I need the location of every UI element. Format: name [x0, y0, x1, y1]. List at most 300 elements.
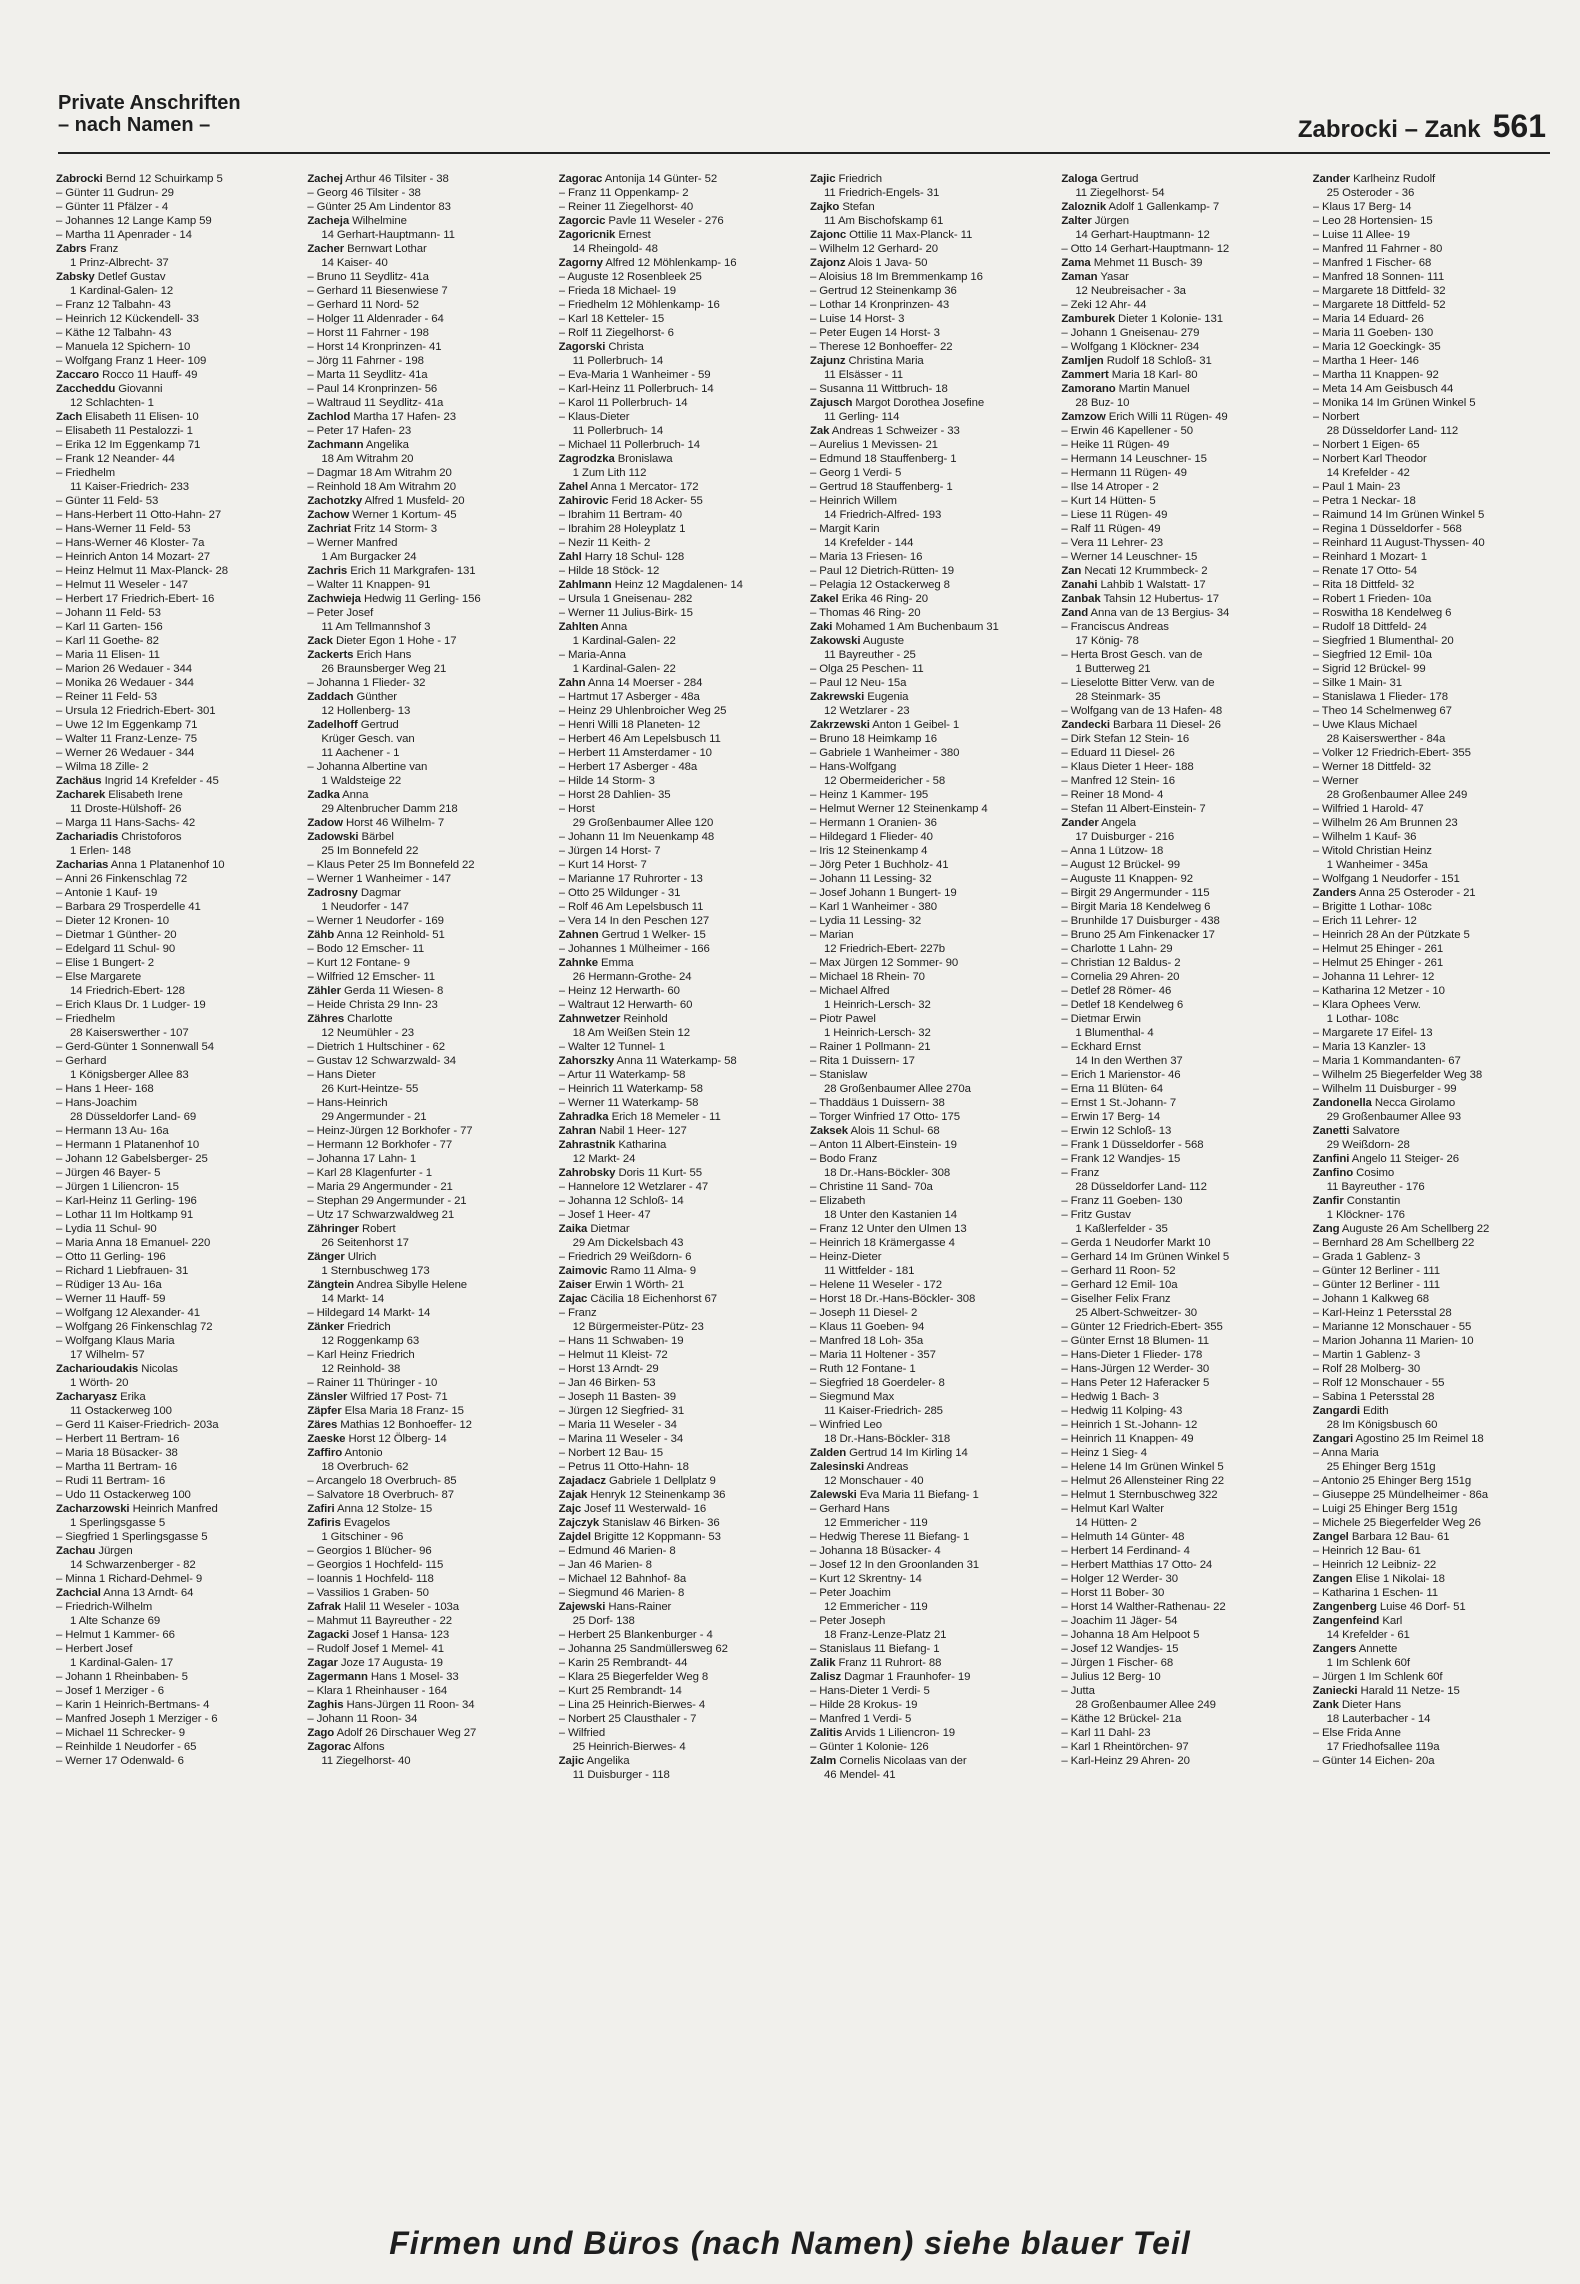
listing-entry: – Reiner 11 Feld- 53: [56, 691, 157, 703]
listing-entry: Zakrzewski Anton 1 Geibel- 1: [809, 719, 960, 731]
listing-entry: – Stephan 29 Angermunder - 21: [307, 1195, 467, 1207]
listing-entry: – Hans Peter 12 Haferacker 5: [1061, 1377, 1210, 1389]
listing-entry: – Reinhold 18 Am Witrahm 20: [307, 481, 456, 493]
listing-entry: – Monika 14 Im Grünen Winkel 5: [1312, 397, 1476, 409]
listing-entry: – Günter 14 Eichen- 20a: [1312, 1755, 1435, 1767]
listing-entry: Zanders Anna 25 Osteroder - 21: [1312, 887, 1476, 899]
listing-entry: – Günter 11 Feld- 53: [56, 495, 159, 507]
listing-entry: – Wolfgang 1 Klöckner- 234: [1061, 341, 1200, 353]
listing-entry: – Wilhelm 25 Biegerfelder Weg 38: [1312, 1069, 1483, 1081]
listing-entry: – Mahmut 11 Bayreuther - 22: [307, 1615, 452, 1627]
listing-entry: – Stanislaw: [809, 1069, 868, 1081]
listing-entry: – Frieda 18 Michael- 19: [558, 285, 677, 297]
listing-entry: 18 Am Witrahm 20: [321, 453, 414, 465]
page-number: 561: [1492, 108, 1546, 144]
listing-entry: 26 Hermann-Grothe- 24: [572, 971, 692, 983]
listing-entry: Zaloznik Adolf 1 Gallenkamp- 7: [1061, 201, 1220, 213]
listing-entry: Zahl Harry 18 Schul- 128: [558, 551, 685, 563]
listing-entry: – Erich 1 Marienstor- 46: [1061, 1069, 1181, 1081]
listing-entry: Zäres Mathias 12 Bonhoeffer- 12: [307, 1419, 472, 1431]
listing-entry: – Bruno 25 Am Finkenacker 17: [1061, 929, 1215, 941]
listing-entry: – Stanislawa 1 Flieder- 178: [1312, 691, 1448, 703]
listing-entry: – Cornelia 29 Ahren- 20: [1061, 971, 1180, 983]
listing-entry: – Günter 11 Pfälzer - 4: [56, 201, 169, 213]
listing-entry: – Anni 26 Finkenschlag 72: [56, 873, 188, 885]
listing-entry: Zacheja Wilhelmine: [307, 215, 407, 227]
listing-entry: 14 Krefelder - 144: [823, 537, 914, 549]
listing-entry: – Heinrich 11 Knappen- 49: [1061, 1433, 1194, 1445]
header-rule: [58, 152, 1550, 154]
listing-entry: Zadka Anna: [307, 789, 369, 801]
listing-entry: Zabrs Franz: [56, 243, 119, 255]
listing-entry: – Minna 1 Richard-Dehmel- 9: [56, 1573, 203, 1585]
listing-entry: – Siegfried 12 Emil- 10a: [1312, 649, 1432, 661]
listing-entry: – Margarete 18 Dittfeld- 32: [1312, 285, 1446, 297]
listing-entry: 11 Wittfelder - 181: [823, 1265, 915, 1277]
listing-entry: – Edmund 18 Stauffenberg- 1: [809, 453, 957, 465]
listing-entry: – Otto 14 Gerhart-Hauptmann- 12: [1061, 243, 1230, 255]
listing-entry: – Erwin 17 Berg- 14: [1061, 1111, 1161, 1123]
listing-entry: 17 Wilhelm- 57: [70, 1349, 145, 1361]
listing-entry: – Friedrich 29 Weißdorn- 6: [558, 1251, 692, 1263]
listing-entry: – Antonie 1 Kauf- 19: [56, 887, 158, 899]
listing-entry: Zangardi Edith: [1312, 1405, 1389, 1417]
listing-entry: – Frank 12 Neander- 44: [56, 453, 175, 465]
listing-entry: – Heinrich 1 St.-Johann- 12: [1061, 1419, 1198, 1431]
listing-entry: 1 Prinz-Albrecht- 37: [70, 257, 169, 269]
listing-entry: – Klara 25 Biegerfelder Weg 8: [558, 1671, 709, 1683]
listing-entry: – Franz 11 Oppenkamp- 2: [558, 187, 689, 199]
listing-entry: 11 Bayreuther - 176: [1326, 1181, 1425, 1193]
listing-entry: Zangel Barbara 12 Bau- 61: [1312, 1531, 1450, 1543]
listing-entry: 1 Sperlingsgasse 5: [70, 1517, 166, 1529]
listing-entry: – Holger 12 Werder- 30: [1061, 1573, 1178, 1585]
listing-entry: – Walter 11 Franz-Lenze- 75: [56, 733, 198, 745]
listing-entry: – Hermann 1 Oranien- 36: [809, 817, 937, 829]
listing-entry: – August 12 Brückel- 99: [1061, 859, 1180, 871]
listing-entry: 12 Schlachten- 1: [70, 397, 154, 409]
listing-entry: 1 Gitschiner - 96: [321, 1531, 404, 1543]
listing-entry: – Friedhelm 12 Möhlenkamp- 16: [558, 299, 720, 311]
listing-entry: – Johann 11 Im Neuenkamp 48: [558, 831, 715, 843]
listing-entry: – Werner 1 Neudorfer - 169: [307, 915, 444, 927]
listing-entry: Zaccheddu Giovanni: [56, 383, 163, 395]
listing-entry: – Raimund 14 Im Grünen Winkel 5: [1312, 509, 1485, 521]
listing-entry: – Hans-Jürgen 12 Werder- 30: [1061, 1363, 1210, 1375]
listing-entry: – Michele 25 Biegerfelder Weg 26: [1312, 1517, 1481, 1529]
listing-entry: – Erwin 12 Schloß- 13: [1061, 1125, 1172, 1137]
listing-entry: 29 Angermunder - 21: [321, 1111, 427, 1123]
listing-entry: Zamljen Rudolf 18 Schloß- 31: [1061, 355, 1212, 367]
listing-entry: – Werner 11 Waterkamp- 58: [558, 1097, 699, 1109]
listing-entry: Zagacki Josef 1 Hansa- 123: [307, 1629, 450, 1641]
listing-entry: Zähler Gerda 11 Wiesen- 8: [307, 985, 444, 997]
listing-entry: – Paul 12 Neu- 15a: [809, 677, 907, 689]
listing-entry: – Jan 46 Marien- 8: [558, 1559, 652, 1571]
listing-entry: – Dieter 12 Kronen- 10: [56, 915, 170, 927]
listing-entry: 17 König- 78: [1075, 635, 1139, 647]
listing-entry: – Horst 28 Dahlien- 35: [558, 789, 671, 801]
listing-entry: Zaimovic Ramo 11 Alma- 9: [558, 1265, 696, 1277]
listing-entry: Zajusch Margot Dorothea Josefine: [809, 397, 985, 409]
listing-entry: Zadow Horst 46 Wilhelm- 7: [307, 817, 445, 829]
listing-entry: – Hans Dieter: [307, 1069, 376, 1081]
listing-entry: 14 In den Werthen 37: [1075, 1055, 1183, 1067]
listing-entry: – Josef 1 Heer- 47: [558, 1209, 651, 1221]
listing-entry: – Hildegard 1 Flieder- 40: [809, 831, 933, 843]
listing-entry: Zanahi Lahbib 1 Walstatt- 17: [1061, 579, 1206, 591]
listing-entry: 17 Duisburger - 216: [1075, 831, 1175, 843]
listing-entry: 14 Kaiser- 40: [321, 257, 388, 269]
listing-entry: Zahran Nabil 1 Heer- 127: [558, 1125, 687, 1137]
listing-entry: – Klara 1 Rheinhauser - 164: [307, 1685, 448, 1697]
listing-entry: – Johanna 1 Flieder- 32: [307, 677, 426, 689]
listing-entry: – Thaddäus 1 Duissern- 38: [809, 1097, 945, 1109]
listing-entry: – Manfred Joseph 1 Merziger - 6: [56, 1713, 218, 1725]
listing-entry: – Horst 11 Fahrner - 198: [307, 327, 429, 339]
listing-entry: – Anna 1 Lützow- 18: [1061, 845, 1164, 857]
listing-entry: – Hermann 1 Platanenhof 10: [56, 1139, 200, 1151]
listing-entry: – Helmut Werner 12 Steinenkamp 4: [809, 803, 988, 815]
listing-entry: – Katharina 12 Metzer - 10: [1312, 985, 1445, 997]
listing-entry: – Karl-Heinz 11 Gerling- 196: [56, 1195, 197, 1207]
listing-entry: Zänker Friedrich: [307, 1321, 391, 1333]
listing-entry: 1 Heinrich-Lersch- 32: [823, 1027, 931, 1039]
listing-entry: – Marga 11 Hans-Sachs- 42: [56, 817, 196, 829]
listing-entry: 14 Rheingold- 48: [572, 243, 658, 255]
listing-entry: Zalisz Dagmar 1 Fraunhofer- 19: [809, 1671, 971, 1683]
listing-entry: – Manfred 1 Fischer- 68: [1312, 257, 1432, 269]
listing-entry: – Hans 1 Heer- 168: [56, 1083, 154, 1095]
listing-entry: – Walter 11 Knappen- 91: [307, 579, 431, 591]
listing-entry: Zadrosny Dagmar: [307, 887, 401, 899]
listing-entry: – Martha 11 Knappen- 92: [1312, 369, 1439, 381]
listing-entry: – Heinrich 28 An der Pützkate 5: [1312, 929, 1470, 941]
listing-entry: – Reinhard 11 August-Thyssen- 40: [1312, 537, 1485, 549]
listing-entry: 11 Pollerbruch- 14: [572, 355, 664, 367]
listing-entry: – Bruno 18 Heimkamp 16: [809, 733, 937, 745]
listing-entry: – Georg 1 Verdi- 5: [809, 467, 902, 479]
listing-entry: – Herbert 14 Ferdinand- 4: [1061, 1545, 1190, 1557]
listing-entry: – Siegfried 1 Sperlingsgasse 5: [56, 1531, 208, 1543]
listing-entry: – Vera 11 Lehrer- 23: [1061, 537, 1163, 549]
listing-entry: Zachej Arthur 46 Tilsiter - 38: [307, 173, 449, 185]
listing-entry: – Hans-Joachim: [56, 1097, 137, 1109]
listing-entry: – Ibrahim 28 Holeyplatz 1: [558, 523, 686, 535]
listing-entry: Zama Mehmet 11 Busch- 39: [1061, 257, 1203, 269]
listing-entry: 11 Elsässer - 11: [823, 369, 903, 381]
listing-entry: – Rudolf Josef 1 Memel- 41: [307, 1643, 445, 1655]
listing-entry: – Klaus-Dieter: [558, 411, 630, 423]
listing-entry: – Herbert 17 Asberger - 48a: [558, 761, 698, 773]
listing-entry: – Norbert 25 Clausthaler - 7: [558, 1713, 697, 1725]
listing-entry: 11 Am Bischofskamp 61: [823, 215, 944, 227]
listing-entry: – Wolfgang 26 Finkenschlag 72: [56, 1321, 213, 1333]
listing-entry: – Hans-Heinrich: [307, 1097, 388, 1109]
listing-entry: 25 Im Bonnefeld 22: [321, 845, 419, 857]
listing-entry: – Norbert Karl Theodor: [1312, 453, 1427, 465]
listing-entry: – Rüdiger 13 Au- 16a: [56, 1279, 162, 1291]
listing-entry: Zachlod Martha 17 Hafen- 23: [307, 411, 456, 423]
listing-entry: 1 Kaßlerfelder - 35: [1075, 1223, 1168, 1235]
listing-entry: – Joachim 11 Jäger- 54: [1061, 1615, 1178, 1627]
listing-entry: – Kurt 12 Skrentny- 14: [809, 1573, 922, 1585]
section-heading-line1: Private Anschriften: [58, 92, 241, 114]
listing-entry: – Maria 1 Kommandanten- 67: [1312, 1055, 1461, 1067]
listing-entry: Zajc Josef 11 Westerwald- 16: [558, 1503, 707, 1515]
listing-entry: – Wilfried: [558, 1727, 606, 1739]
listing-entry: – Jürgen 46 Bayer- 5: [56, 1167, 161, 1179]
listing-entry: 25 Heinrich-Bierwes- 4: [572, 1741, 686, 1753]
listing-entry: 26 Braunsberger Weg 21: [321, 663, 447, 675]
listing-entry: – Reiner 18 Mond- 4: [1061, 789, 1164, 801]
listing-entry: – Erwin 46 Kapellener - 50: [1061, 425, 1193, 437]
listing-entry: – Karin 25 Rembrandt- 44: [558, 1657, 688, 1669]
listing-entry: Zänsler Wilfried 17 Post- 71: [307, 1391, 448, 1403]
listing-entry: – Gerhard 11 Biesenwiese 7: [307, 285, 448, 297]
listing-entry: 1 Neudorfer - 147: [321, 901, 409, 913]
listing-entry: – Georg 46 Tilsiter - 38: [307, 187, 421, 199]
listing-entry: – Horst 11 Bober- 30: [1061, 1587, 1165, 1599]
listing-entry: – Heike 11 Rügen- 49: [1061, 439, 1170, 451]
listing-entry: – Georgios 1 Hochfeld- 115: [307, 1559, 444, 1571]
listing-entry: Zahrastnik Katharina: [558, 1139, 667, 1151]
listing-entry: – Helmut 1 Sternbuschweg 322: [1061, 1489, 1218, 1501]
listing-entry: Zagermann Hans 1 Mosel- 33: [307, 1671, 459, 1683]
listing-entry: Zähres Charlotte: [307, 1013, 393, 1025]
listing-entry: – Erich Klaus Dr. 1 Ludger- 19: [56, 999, 206, 1011]
listing-entry: – Herta Brost Gesch. van de: [1061, 649, 1203, 661]
listing-entry: – Eckhard Ernst: [1061, 1041, 1141, 1053]
listing-entry: – Manfred 11 Fahrner - 80: [1312, 243, 1443, 255]
listing-entry: – Hans 11 Schwaben- 19: [558, 1335, 684, 1347]
listing-entry: 28 Buz- 10: [1075, 397, 1130, 409]
listing-entry: – Wilhelm 26 Am Brunnen 23: [1312, 817, 1458, 829]
listing-entry: – Wilhelm 1 Kauf- 36: [1312, 831, 1417, 843]
listing-entry: – Antonio 25 Ehinger Berg 151g: [1312, 1475, 1472, 1487]
listing-entry: – Reinhard 1 Mozart- 1: [1312, 551, 1427, 563]
listing-entry: Zähb Anna 12 Reinhold- 51: [307, 929, 445, 941]
listing-entry: 28 Kaiserswerther - 84a: [1326, 733, 1446, 745]
listing-entry: 11 Duisburger - 118: [572, 1769, 670, 1781]
listing-entry: – Jürgen 1 Im Schlenk 60f: [1312, 1671, 1443, 1683]
listing-entry: – Wolfgang Klaus Maria: [56, 1335, 175, 1347]
listing-entry: 12 Obermeidericher - 58: [823, 775, 946, 787]
listing-entry: 12 Emmericher - 119: [823, 1517, 928, 1529]
listing-entry: 1 Kardinal-Galen- 12: [70, 285, 174, 297]
listing-entry: Zandecki Barbara 11 Diesel- 26: [1061, 719, 1221, 731]
listing-entry: – Wolfgang van de 13 Hafen- 48: [1061, 705, 1223, 717]
listing-entry: 1 Erlen- 148: [70, 845, 131, 857]
listing-entry: 12 Friedrich-Ebert- 227b: [823, 943, 946, 955]
listing-entry: – Heinz 29 Uhlenbroicher Weg 25: [558, 705, 727, 717]
listing-entry: Zachäus Ingrid 14 Krefelder - 45: [56, 775, 219, 787]
listing-entry: – Else Frida Anne: [1312, 1727, 1401, 1739]
listing-entry: – Hermann 13 Au- 16a: [56, 1125, 169, 1137]
listing-entry: Zabsky Detlef Gustav: [56, 271, 166, 283]
listing-entry: – Wilhelm 11 Duisburger - 99: [1312, 1083, 1457, 1095]
listing-entry: – Klaus Dieter 1 Heer- 188: [1061, 761, 1194, 773]
listing-entry: Zaccaro Rocco 11 Hauff- 49: [56, 369, 198, 381]
listing-entry: Zakowski Auguste: [809, 635, 905, 647]
listing-entry: – Ursula 12 Friedrich-Ebert- 301: [56, 705, 216, 717]
listing-entry: – Iris 12 Steinenkamp 4: [809, 845, 928, 857]
listing-entry: – Peter Josef: [307, 607, 374, 619]
listing-entry: – Maria 11 Holtener - 357: [809, 1349, 936, 1361]
listing-entry: Zagorny Alfred 12 Möhlenkamp- 16: [558, 257, 737, 269]
listing-entry: – Siegfried 1 Blumenthal- 20: [1312, 635, 1454, 647]
listing-entry: 1 Wanheimer - 345a: [1326, 859, 1428, 871]
listing-entry: 17 Friedhofsallee 119a: [1326, 1741, 1440, 1753]
listing-entry: – Johannes 1 Mülheimer - 166: [558, 943, 710, 955]
listing-entry: Zaddach Günther: [307, 691, 397, 703]
listing-entry: Zagorac Antonija 14 Günter- 52: [558, 173, 718, 185]
listing-entry: – Therese 12 Bonhoeffer- 22: [809, 341, 953, 353]
listing-entry: 1 Kardinal-Galen- 17: [70, 1657, 174, 1669]
listing-entry: – Horst 13 Arndt- 29: [558, 1363, 659, 1375]
listing-entry: – Thomas 46 Ring- 20: [809, 607, 921, 619]
listing-entry: Zangari Agostino 25 Im Reimel 18: [1312, 1433, 1484, 1445]
listing-entry: – Johanna 12 Schloß- 14: [558, 1195, 684, 1207]
listing-entry: Zacharek Elisabeth Irene: [56, 789, 183, 801]
listing-entry: 29 Großenbaumer Allee 120: [572, 817, 714, 829]
listing-entry: – Jürgen 1 Liliencron- 15: [56, 1181, 179, 1193]
listing-entry: – Johann 11 Roon- 34: [307, 1713, 418, 1725]
listing-entry: – Udo 11 Ostackerweg 100: [56, 1489, 191, 1501]
listing-entry: – Jürgen 1 Fischer- 68: [1061, 1657, 1174, 1669]
listing-entry: Zangers Annette: [1312, 1643, 1398, 1655]
listing-entry: – Johanna 25 Sandmüllersweg 62: [558, 1643, 728, 1655]
listing-entry: – Elise 1 Bungert- 2: [56, 957, 155, 969]
listing-entry: 1 Wörth- 20: [70, 1377, 129, 1389]
listing-entry: – Horst: [558, 803, 595, 815]
listing-entry: – Johannes 12 Lange Kamp 59: [56, 215, 212, 227]
listing-entry: – Helmut 11 Kleist- 72: [558, 1349, 668, 1361]
listing-entry: 28 Steinmark- 35: [1075, 691, 1161, 703]
listing-entry: 11 Droste-Hülshoff- 26: [70, 803, 182, 815]
listing-entry: – Dagmar 18 Am Witrahm 20: [307, 467, 452, 479]
listing-entry: – Else Margarete: [56, 971, 142, 983]
listing-entry: Zajadacz Gabriele 1 Dellplatz 9: [558, 1475, 716, 1487]
listing-entry: – Robert 1 Frieden- 10a: [1312, 593, 1432, 605]
listing-entry: – Klaus 11 Goeben- 94: [809, 1321, 925, 1333]
listing-entry: – Rolf 28 Molberg- 30: [1312, 1363, 1421, 1375]
listing-entry: – Johanna 18 Am Helpoot 5: [1061, 1629, 1200, 1641]
listing-entry: – Maria 13 Friesen- 16: [809, 551, 923, 563]
listing-entry: – Werner Manfred: [307, 537, 398, 549]
listing-entry: – Maria 12 Goeckingk- 35: [1312, 341, 1441, 353]
listing-entry: – Vera 14 In den Peschen 127: [558, 915, 710, 927]
listing-entry: – Wilhelm 12 Gerhard- 20: [809, 243, 938, 255]
listing-entry: 25 Ehinger Berg 151g: [1326, 1461, 1436, 1473]
listing-entry: – Sabina 1 Petersstal 28: [1312, 1391, 1435, 1403]
listing-entry: – Marina 11 Weseler - 34: [558, 1433, 684, 1445]
listing-entry: – Torger Winfried 17 Otto- 175: [809, 1111, 960, 1123]
listing-entry: Zahlten Anna: [558, 621, 628, 633]
listing-entry: – Uwe 12 Im Eggenkamp 71: [56, 719, 198, 731]
listing-entry: 1 Lothar- 108c: [1326, 1013, 1399, 1025]
listing-entry: – Rolf 46 Am Lepelsbusch 11: [558, 901, 704, 913]
listing-entry: – Bernhard 28 Am Schellberg 22: [1312, 1237, 1475, 1249]
listing-entry: Zacharioudakis Nicolas: [56, 1363, 178, 1375]
listing-entry: – Hedwig 11 Kolping- 43: [1061, 1405, 1183, 1417]
listing-entry: Zahnen Gertrud 1 Welker- 15: [558, 929, 706, 941]
listing-entry: – Friedhelm: [56, 467, 116, 479]
listing-entry: – Stefan 11 Albert-Einstein- 7: [1061, 803, 1206, 815]
listing-entry: – Karl 28 Klagenfurter - 1: [307, 1167, 432, 1179]
listing-entry: – Maria Anna 18 Emanuel- 220: [56, 1237, 211, 1249]
listing-entry: – Vassilios 1 Graben- 50: [307, 1587, 429, 1599]
listing-entry: – Meta 14 Am Geisbusch 44: [1312, 383, 1454, 395]
listing-entry: – Reinhilde 1 Neudorfer - 65: [56, 1741, 197, 1753]
listing-entry: – Erna 11 Blüten- 64: [1061, 1083, 1163, 1095]
listing-entry: Zach Elisabeth 11 Elisen- 10: [56, 411, 199, 423]
listing-entry: Zanbak Tahsin 12 Hubertus- 17: [1061, 593, 1220, 605]
listing-entry: – Dirk Stefan 12 Stein- 16: [1061, 733, 1190, 745]
listing-entry: 11 Pollerbruch- 14: [572, 425, 664, 437]
listing-entry: – Maria 11 Goeben- 130: [1312, 327, 1434, 339]
listing-entry: Zäpfer Elsa Maria 18 Franz- 15: [307, 1405, 464, 1417]
listing-entry: Zachriat Fritz 14 Storm- 3: [307, 523, 438, 535]
listing-entry: – Wilfried 12 Emscher- 11: [307, 971, 436, 983]
listing-entry: – Hans-Werner 46 Kloster- 7a: [56, 537, 205, 549]
listing-entry: – Winfried Leo: [809, 1419, 883, 1431]
listing-entry: – Johanna 18 Büsacker- 4: [809, 1545, 941, 1557]
listing-entry: – Susanna 11 Wittbruch- 18: [809, 383, 948, 395]
listing-entry: – Maria 14 Eduard- 26: [1312, 313, 1424, 325]
listing-entry: – Herbert 11 Amsterdamer - 10: [558, 747, 712, 759]
listing-entry: – Marianne 12 Monschauer - 55: [1312, 1321, 1472, 1333]
listing-entry: 14 Hütten- 2: [1075, 1517, 1137, 1529]
listing-entry: – Bruno 11 Seydlitz- 41a: [307, 271, 429, 283]
listing-entry: – Edelgard 11 Schul- 90: [56, 943, 176, 955]
listing-entry: Zaki Mohamed 1 Am Buchenbaum 31: [809, 621, 999, 633]
listing-entry: – Silke 1 Main- 31: [1312, 677, 1403, 689]
listing-entry: Zafiri Anna 12 Stolze- 15: [307, 1503, 433, 1515]
listing-entry: Zaghis Hans-Jürgen 11 Roon- 34: [307, 1699, 475, 1711]
listing-entry: – Edmund 46 Marien- 8: [558, 1545, 676, 1557]
listing-entry: – Aloisius 18 Im Bremmenkamp 16: [809, 271, 983, 283]
listing-entry: – Liese 11 Rügen- 49: [1061, 509, 1168, 521]
listing-entry: – Gertrud 18 Stauffenberg- 1: [809, 481, 953, 493]
listing-entry: – Barbara 29 Trosperdelle 41: [56, 901, 201, 913]
listing-entry: – Peter Joseph: [809, 1615, 886, 1627]
listing-entry: 1 Butterweg 21: [1075, 663, 1151, 675]
listing-entry: – Heinz-Jürgen 12 Borkhofer - 77: [307, 1125, 473, 1137]
listing-entry: – Michael 11 Pollerbruch- 14: [558, 439, 701, 451]
listing-entry: – Heide Christa 29 Inn- 23: [307, 999, 438, 1011]
listing-entry: – Heinz Helmut 11 Max-Planck- 28: [56, 565, 228, 577]
listing-entry: – Holger 11 Aldenrader - 64: [307, 313, 444, 325]
listing-entry: – Uwe Klaus Michael: [1312, 719, 1418, 731]
listing-entry: – Dietmar 1 Günther- 20: [56, 929, 177, 941]
listing-entry: Zafiris Evagelos: [307, 1517, 390, 1529]
listing-entry: – Ernst 1 St.-Johann- 7: [1061, 1097, 1177, 1109]
listing-entry: Zajczyk Stanislaw 46 Birken- 36: [558, 1517, 720, 1529]
listing-entry: – Gerd 11 Kaiser-Friedrich- 203a: [56, 1419, 219, 1431]
listing-entry: – Horst 14 Kronprinzen- 41: [307, 341, 442, 353]
listing-entry: Zahn Anna 14 Moerser - 284: [558, 677, 703, 689]
listing-entry: – Margit Karin: [809, 523, 880, 535]
listing-entry: 1 Zum Lith 112: [572, 467, 647, 479]
listing-entry: 11 Friedrich-Engels- 31: [823, 187, 940, 199]
listing-entry: 12 Neumühler - 23: [321, 1027, 414, 1039]
listing-entry: – Kurt 14 Horst- 7: [558, 859, 647, 871]
listing-entry: – Margarete 18 Dittfeld- 52: [1312, 299, 1446, 311]
listing-entry: – Johanna Albertine van: [307, 761, 428, 773]
listing-entry: – Margarete 17 Eifel- 13: [1312, 1027, 1433, 1039]
listing-entry: 28 Großenbaumer Allee 249: [1326, 789, 1468, 801]
